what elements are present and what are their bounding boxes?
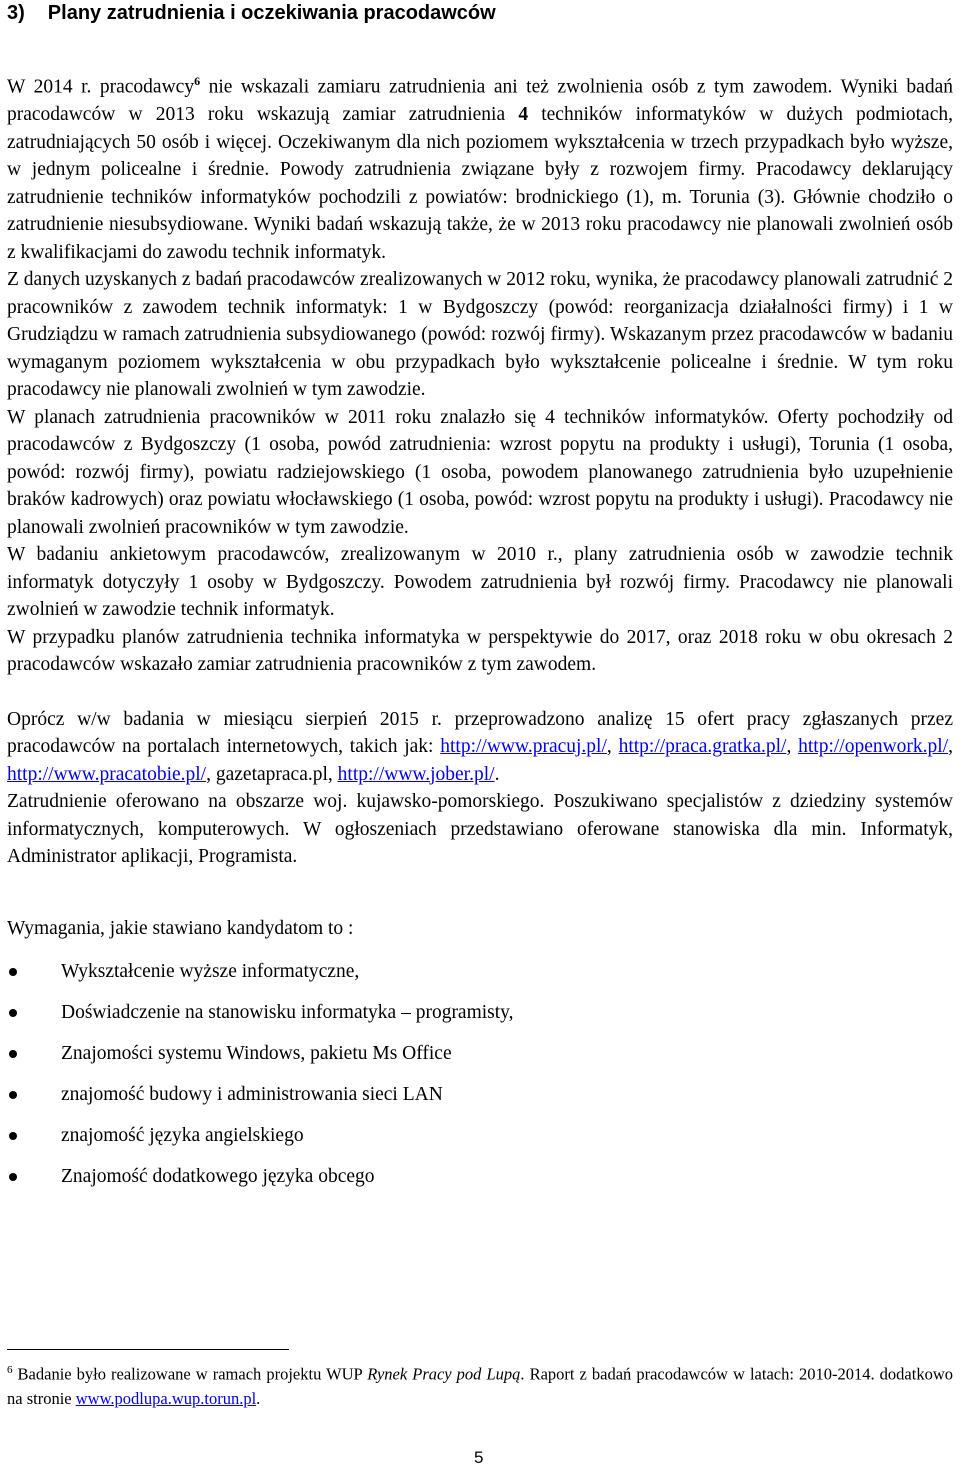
separator: , gazetapraca.pl, bbox=[206, 763, 338, 785]
list-item-text: Wykształcenie wyższe informatyczne, bbox=[61, 961, 360, 982]
link-pracatobie[interactable]: http://www.pracatobie.pl/ bbox=[7, 763, 207, 785]
body-text bbox=[7, 68, 953, 1204]
footnote-reference[interactable]: 6 bbox=[194, 74, 201, 88]
footnote-project-name: Rynek Pracy pod Lupą bbox=[367, 1364, 521, 1384]
list-item-text: znajomość budowy i administrowania sieci LAN bbox=[61, 1084, 443, 1105]
separator: , bbox=[948, 736, 954, 757]
footnote-text: Badanie było realizowane w ramach projektu WUP bbox=[12, 1364, 368, 1384]
requirements-list bbox=[7, 958, 953, 1204]
list-item bbox=[7, 958, 953, 999]
list-item-text: Doświadczenie na stanowisku informatyka – programisty, bbox=[61, 1002, 514, 1023]
paragraph-offers-region: Zatrudnienie oferowano na obszarze woj. kujawsko-pomorskiego. Poszukiwano specjalistów z dziedziny systemów informatycznych, komputerowych. W ogłoszeniach przedstawiano oferowane stanowiska dla min. Informatyk, Administrator aplikacji, Programista. bbox=[7, 791, 953, 867]
paragraph-job-offers bbox=[7, 706, 953, 789]
requirements-intro: Wymagania, jakie stawiano kandydatom to : bbox=[7, 917, 354, 939]
paragraph-2011: W planach zatrudnienia pracowników w 2011 roku znalazło się 4 techników informatyków. Oferty pochodziły od pracodawców z Bydgoszczy (1 osoba, powód zatrudnienia: wzrost popytu na produkty i usługi), Torunia (1 osoba, powód: rozwój firmy), powiatu radziejowskiego (1 osoba, powodem planowanego zatrudnienia było uzupełnienie braków kadrowych) oraz powiatu włocławskiego (1 osoba, powód: wzrost popytu na produkty i usługi). Pracodawcy nie planowali zwolnień pracowników w tym zawodzie. bbox=[7, 406, 953, 538]
paragraph-text: W 2014 r. pracodawcy bbox=[7, 76, 195, 98]
list-item bbox=[7, 1163, 953, 1204]
bullet-icon bbox=[9, 1050, 17, 1058]
list-item-text: Znajomości systemu Windows, pakietu Ms Office bbox=[61, 1043, 452, 1064]
paragraph-text: nie wskazali zamiaru zatrudnienia ani też zwolnienia osób z tym zawodem. Wyniki badań pracodawców w 2013 roku wskazują zamiar zatrudnienia bbox=[7, 76, 953, 125]
list-item-text: znajomość języka angielskiego bbox=[61, 1125, 304, 1146]
separator: . bbox=[494, 763, 500, 785]
separator: , bbox=[606, 736, 619, 757]
separator: , bbox=[786, 736, 799, 757]
footnote-separator bbox=[7, 1349, 289, 1350]
paragraph-text: techników informatyków w dużych podmiotach, zatrudniających 50 osób i więcej. Oczekiwanym dla nich poziomem wykształcenia w trzech przypadkach było wyższe, w jednym policealne i średnie. Powody zatrudnienia związane były z rozwojem firmy. Pracodawcy deklarujący zatrudnienie techników informatyków pochodzili z powiatów: brodnickiego (1), m. Torunia (3). Głównie chodziło o zatrudnienie niesubsydiowane. Wyniki badań wskazują także, że w 2013 roku pracodawcy nie planowali zwolnień osób z kwalifikacjami do zawodu technik informatyk. bbox=[7, 104, 953, 263]
paragraph-2017-2018: W przypadku planów zatrudnienia technika informatyka w perspektywie do 2017, oraz 2018 roku w obu okresach 2 pracodawców wskazało zamiar zatrudnienia pracowników z tym zawodem. bbox=[7, 626, 953, 675]
list-item bbox=[7, 1081, 953, 1122]
section-number: 3) bbox=[7, 2, 25, 24]
footnote bbox=[7, 1358, 953, 1411]
footnote-mark: 6 bbox=[7, 1364, 13, 1376]
link-podlupa[interactable]: www.podlupa.wup.torun.pl bbox=[75, 1388, 257, 1408]
list-item-text: Znajomość dodatkowego języka obcego bbox=[61, 1166, 375, 1187]
bullet-icon bbox=[9, 1173, 17, 1181]
paragraph-2014-2013 bbox=[7, 68, 953, 266]
list-item bbox=[7, 999, 953, 1040]
page-number: 5 bbox=[474, 1448, 484, 1467]
paragraph-text: Oprócz w/w badania w miesiącu sierpień 2015 r. przeprowadzono analizę 15 ofert pracy zgłaszanych przez pracodawców na portalach internetowych, takich jak: bbox=[7, 708, 953, 757]
list-item bbox=[7, 1122, 953, 1163]
footnote-text: . Raport z badań pracodawców w latach: 2010-2014. dodatkowo na stronie bbox=[7, 1364, 953, 1408]
paragraph-2010: W badaniu ankietowym pracodawców, zrealizowanym w 2010 r., plany zatrudnienia osób w zawodzie technik informatyk dotyczyły 1 osoby w Bydgoszczy. Powodem zatrudnienia był rozwój firmy. Pracodawcy nie planowali zwolnień w zawodzie technik informatyk. bbox=[7, 544, 953, 620]
list-item bbox=[7, 1040, 953, 1081]
link-pracuj[interactable]: http://www.pracuj.pl/ bbox=[440, 736, 607, 757]
section-title: Plany zatrudnienia i oczekiwania pracodawców bbox=[47, 2, 496, 24]
bullet-icon bbox=[9, 1009, 17, 1017]
link-openwork[interactable]: http://openwork.pl/ bbox=[798, 736, 949, 757]
bullet-icon bbox=[9, 1132, 17, 1140]
bold-number: 4 bbox=[518, 104, 529, 125]
bullet-icon bbox=[9, 968, 17, 976]
footnote-text: . bbox=[256, 1388, 261, 1408]
bullet-icon bbox=[9, 1091, 17, 1099]
paragraph-2012: Z danych uzyskanych z badań pracodawców zrealizowanych w 2012 roku, wynika, że pracodawcy planowali zatrudnić 2 pracowników z zawodem technik informatyk: 1 w Bydgoszczy (powód: reorganizacja działalności firmy) i 1 w Grudziądzu w ramach zatrudnienia subsydiowanego (powód: rozwój firmy). Wskazanym przez pracodawców w badaniu wymaganym poziomem wykształcenia w obu przypadkach było wykształcenie policealne i średnie. W tym roku pracodawcy nie planowali zwolnień w tym zawodzie. bbox=[7, 269, 953, 400]
section-heading bbox=[7, 0, 952, 26]
link-jober[interactable]: http://www.jober.pl/ bbox=[337, 763, 495, 785]
link-gratka[interactable]: http://praca.gratka.pl/ bbox=[618, 736, 787, 757]
